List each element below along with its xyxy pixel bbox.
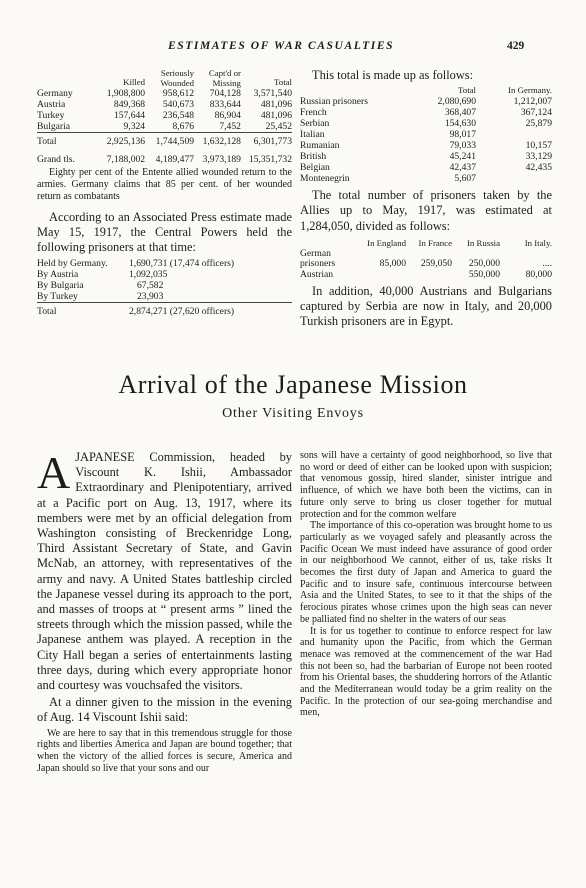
table-cell: 1,690,731 (17,474 officers) [129,258,235,270]
table-cell: Montenegrin [300,173,350,185]
table-row [300,162,552,173]
table-cell: By Austria [37,269,79,281]
ishii-speech-part-2: The importance of this co-operation was brought home to us particularly as we voyaged safely and pleasantly across the Pacific Ocean We must indeed have assurance of good order in our neighborhood We cannot, either of us, take risks It becomes the first duty of Japan and America to guard the Pacific and to insure safe, continuous intercourse between Asia and the United States, to see to it that the ships of the ferocious pirates whose crimes upon the high seas can never be palliated find no shelter in the waters of our seas [300,520,552,625]
table-cell: 1,632,128 [194,133,241,148]
table-cell: Russian prisoners [300,96,368,108]
casualties-col-total: Total [274,77,292,87]
table-row [37,280,292,291]
table-cell: 15,351,732 [248,154,292,165]
table-row [37,121,292,133]
table-row [37,269,292,280]
table-cell: Total [37,133,102,148]
table-cell: 4,189,477 [155,154,195,165]
table-cell: Turkey [37,110,65,121]
table-cell: 704,128 [209,88,241,99]
top-left-column [37,68,292,317]
casualties-col-killed: Killed [123,77,146,87]
table-row [300,129,552,140]
table-row [300,269,552,280]
table-row [300,107,552,118]
running-head [0,40,586,56]
table-cell: Belgian [300,162,330,174]
table-row [37,258,292,269]
table-cell: 154,630 [444,118,476,130]
table-cell: Serbian [300,118,330,130]
addition-paragraph: In addition, 40,000 Austrians and Bulgarians captured by Serbia are now in Italy, and 20,000 Turkish prisoners are in Egypt. [300,283,552,329]
table-cell: 6,301,773 [241,133,292,148]
table-cell: Bulgaria [37,121,71,132]
table-cell: 10,157 [525,140,552,152]
table-cell: 1,744,509 [145,133,194,148]
table-cell: 236,548 [162,110,195,121]
table-cell: By Turkey [37,291,78,303]
table-row [37,99,292,110]
table-cell: 481,096 [260,99,292,110]
table-row [300,173,552,184]
table-cell: 259,050 [420,257,452,269]
table-cell: 550,000 [468,268,500,280]
table-cell: 833,644 [209,99,241,110]
table-grand-total-row [37,147,292,165]
article-dinner-paragraph: At a dinner given to the mission in the evening of Aug. 14 Viscount Ishii said: [37,695,292,725]
allies-col-russia: In Russia [467,237,500,248]
table-row [37,88,292,99]
table-cell: 157,644 [113,110,146,121]
table-cell: .... [542,257,552,269]
table-cell: 1,092,035 [129,269,168,281]
drop-cap: A [37,447,71,498]
page-number: 429 [507,40,525,52]
table-cell: 98,017 [449,129,476,141]
running-head-title: ESTIMATES OF WAR CASUALTIES [168,40,395,52]
table-cell: 5,607 [454,173,476,185]
table-cell [406,269,452,280]
table-cell: 85,000 [379,257,406,269]
table-cell: 23,903 [137,291,164,303]
allies-col-italy: In Italy. [524,237,552,248]
table-row [300,140,552,151]
allies-prisoners-paragraph: The total number of prisoners taken by the Allies up to May, 1917, was estimated at 1,284,050, divided as follows: [300,188,552,233]
table-cell: 67,582 [137,280,164,292]
table-row [37,110,292,121]
table-cell: Austria [37,99,66,110]
table-cell: British [300,151,327,163]
table-cell: Grand tls. [37,154,75,165]
ishii-speech-start: We are here to say that in this tremendous struggle for those rights and liberties America and Japan are bound together; that when the victory of the allied forces is secure, America and Japan should so live that your sons and our [37,727,292,774]
table-cell: 2,080,690 [437,96,476,108]
table-cell: 2,925,136 [102,133,145,148]
table-cell: By Bulgaria [37,280,84,292]
table-cell: 33,129 [525,151,552,163]
table-cell: Total [37,303,129,318]
casualties-col-missing: Capt'd or Missing [208,68,241,88]
article-lead-text: JAPANESE Commission, headed by Viscount K. Ishii, Ambassador Extraordinary and Plenipotentiary, arrived at a Pacific port on Aug. 13, 1917, where its members were met by an official delegation from Washington consisting of Breckenridge Long, Third Assistant Secretary of State, and Gavin McNab, an attorney, with representatives of the army and navy. A United States battleship circled the Japanese vessel during its approach to the port, and masses of troops at “ present arms ” lined the streets through which the mission passed, while the Japanese anthem was played. A reception in the City Hall began a series of entertainments lasting three days, during which every appropriate honor and courtesy was vouchsafed the visitors. [37,450,292,693]
table-cell: 1,212,007 [513,96,552,108]
table-cell: 7,452 [219,121,241,132]
associated-press-paragraph: According to an Associated Press estimate made May 15, 1917, the Central Powers held the following prisoners at that time: [37,209,292,255]
table-cell: 2,874,271 (27,620 officers) [129,303,292,318]
prisoners-breakdown-table [300,85,552,184]
article-lead-paragraph [37,447,292,693]
table-cell: German prisoners [300,247,336,269]
breakdown-table-header [300,85,552,96]
table-row [300,249,552,269]
table-cell: Held by Germany. [37,258,108,270]
table-cell: 80,000 [525,268,552,280]
casualties-table [37,68,292,165]
table-cell: 849,368 [113,99,146,110]
casualties-col-country [37,68,102,88]
table-cell: 79,033 [449,140,476,152]
ishii-speech-part-1: sons will have a certainty of good neighborhood, so live that no word or deed of either can be looked upon with suspicion; that venomous gossip, hired slander, sinister intrigue and influence, of which we have both been the victims, can in future only serve to bring us closer together for mutual protection and for the common welfare [300,450,552,520]
allies-col-france: In France [418,237,452,248]
table-cell: 8,676 [172,121,195,132]
breakdown-col-total: Total [458,85,476,96]
table-cell: 9,324 [123,121,146,132]
casualties-col-wounded: Seriously Wounded [160,68,195,88]
table-row [300,118,552,129]
article-left-column [37,447,292,774]
table-cell: 540,673 [162,99,195,110]
table-cell [476,173,552,184]
prisoners-held-table [37,258,292,317]
allies-table-header [300,238,552,249]
article-title: Arrival of the Japanese Mission [118,370,468,399]
table-cell: 7,188,002 [106,154,146,165]
table-total-row [37,303,292,318]
table-cell: 42,435 [525,162,552,174]
table-cell: 86,904 [214,110,241,121]
table-row [300,151,552,162]
table-cell: 3,571,540 [253,88,292,99]
article-subtitle: Other Visiting Envoys [222,406,364,421]
entente-paragraph: Eighty per cent of the Entente allied wounded return to the armies. Germany claims that 85 per cent. of her wounded return as combatants [37,167,292,203]
table-cell: 481,096 [260,110,292,121]
breakdown-col-germany: In Germany. [508,85,552,96]
table-cell: 45,241 [449,151,476,163]
table-cell: 958,612 [162,88,195,99]
table-cell [476,129,552,140]
table-cell: 25,452 [265,121,292,132]
table-cell: Austrian [300,268,334,280]
table-cell: 1,908,800 [106,88,146,99]
table-row [300,96,552,107]
ishii-speech-part-3: It is for us together to continue to enforce respect for law and humanity upon the Pacific, from which the German menace was removed at the commencement of the war Had this not been so, had the barbarian of Europe not been rooted from his Oriental bases, the shuddering horrors of the Atlantic and the Mediterranean would today be a grim reality on the Pacific. In the protection of our sea-going merchandise and men, [300,625,552,719]
table-cell: 250,000 [468,257,500,269]
top-right-column [300,68,552,329]
table-cell: 42,437 [449,162,476,174]
table-cell: French [300,107,327,119]
table-cell [360,269,406,280]
breakdown-col-nation [300,85,410,96]
table-cell: 25,879 [525,118,552,130]
allies-prisoners-table [300,238,552,280]
table-total-row [37,133,292,148]
table-cell: Germany [37,88,73,99]
article-right-column [300,450,552,719]
table-cell: 367,124 [520,107,552,119]
table-cell: 3,973,189 [202,154,241,165]
allies-col-england: In England [367,237,406,248]
table-cell: Rumanian [300,140,340,152]
casualties-table-header [37,68,292,88]
table-row [37,291,292,303]
table-cell: 368,407 [444,107,476,119]
table-cell: Italian [300,129,325,141]
total-made-up-paragraph: This total is made up as follows: [312,68,474,82]
